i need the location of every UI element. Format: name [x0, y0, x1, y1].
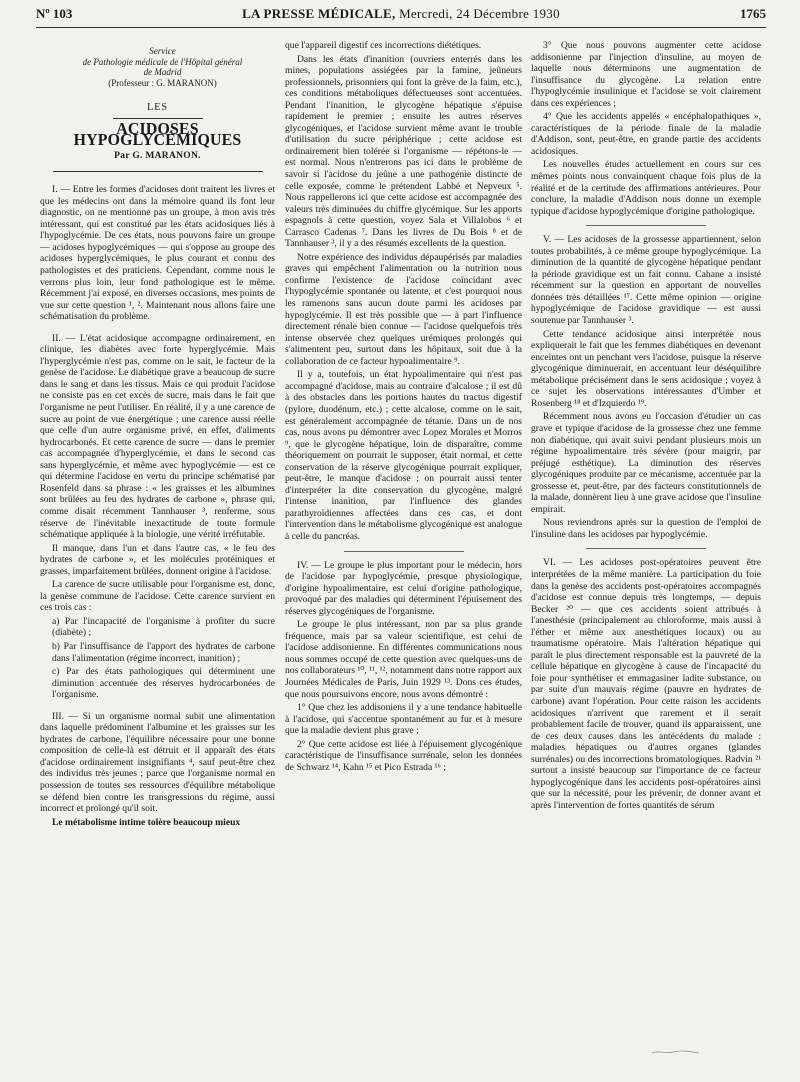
- list-item: a) Par l'incapacité de l'organisme à profiter du sucre (diabète) ;: [52, 615, 275, 639]
- professor-line: (Professeur : G. MARANON): [108, 77, 217, 88]
- column-3: [531, 40, 761, 813]
- page-number: 1765: [740, 6, 766, 21]
- paragraph: Il y a, toutefois, un état hypoalimentaire qui n'est pas accompagné d'acidose, mais au contraire d'alcalose ; il est dû à des obstacles dans les portions hautes du tractus digestif (pylore, duodénum, etc.) ; cette alcalose, comme on le sait, est généralement accompagnée de tétanie. Dans un de nos cas, nous avons pu démontrer avec Lopez Morales et Morros ⁹, que le glycogène hépatique, loin de disparaître, comme théoriquement on pourrait le supposer, était normal, et cette conservation de la réserve glycogénique pourrait expliquer, peut-être, le manque d'acidose ; on pourrait aussi tenter d'interpréter la dite conservation du glycogène, malgré l'intense inanition, par l'influence des glandes parathyroïdiennes affectées dans ces cas, et dont l'intervention dans le métabolisme glycogénique est analogue à celle du pancréas.: [285, 369, 522, 542]
- paragraph: Les nouvelles études actuellement en cours sur ces mêmes points nous convainquent chaque fois plus de la réalité et de la certitude des affirmations antérieures. Pour conclure, la maladie d'Addison nous donne un exemple typique d'acidose hypoglycémique d'origine pathologique.: [531, 159, 761, 217]
- paragraph: Cette tendance acidosique ainsi interprétée nous expliquerait le fait que les femmes diabétiques en devenant enceintes ont un penchant vers l'acidose, puisque la réserve glycogénique diminuerait, en accentuant leur déséquilibre métabolique précisément dans le sens acidosique ; voyez à ce sujet les observations intéressantes d'Umber et Rosenberg ¹⁸ et d'Izquierdo ¹⁹.: [531, 328, 761, 409]
- paragraph: II. — L'état acidosique accompagne ordinairement, en clinique, les diabètes avec forte hyperglycémie. Mais l'hyperglycémie n'est pas, comme on le sait, le facteur de la genèse de l'acidose. Le diabétique grave a beaucoup de sucre dans le sang et dans les tissus. Mais ce qui produit l'acidose ne consiste pas en cet excès de sucre, mais dans le fait que l'organisme ne peut l'utiliser. En réalité, il y a une carence de sucre au point de vue énergétique ; une carence aussi réelle que celle d'un autre organisme privé, en effet, d'aliments hydrocarbonés. Et cette carence de sucre — dans le premier cas accompagnée d'hyperglycémie, et dans le second cas sans hyperglycémie, et même avec hypoglycémie — est ce qui détermine l'acidose en vertu du principe schématisé par Rosenfeld dans sa phrase : « les graisses et les albumines sont brûlées au feu des hydrates de carbone », phrase qui, comme disait récemment Tannhauser ³, renferme, sous réserve de l'inévitable inexactitude de toute formule schématique appliquée à la biologie, une vérité irréfutable.: [40, 332, 275, 541]
- paragraph: La carence de sucre utilisable pour l'organisme est, donc, la genèse commune de l'acidose. Cette carence survient en ces trois cas :: [40, 579, 275, 614]
- paragraph: Notre expérience des individus dépaupérisés par maladies graves qui empêchent l'alimentation ou la nutrition nous confirme l'existence de l'acidose coïncidant avec l'hypoglycémie spontanée ou latente, et c'est pourquoi nous les ramenons sans aucun doute parmi les acidoses par hypoglycémie. Il est très possible que — à part l'influence directement rénale bien connue — l'acidose quelquefois très intense observée chez quelques urémiques prolongés qui s'alimentent peu, surtout dans les hôpitaux, soit due à la collaboration de ce facteur hypoalimentaire ⁹.: [285, 251, 522, 367]
- service-line-1: Service: [149, 46, 176, 56]
- paragraph: IV. — Le groupe le plus important pour le médecin, hors de l'acidose par hypoglycémie, presque physiologique, d'origine hypoalimentaire, est celui d'origine pathologique, provoqué par des maladies qui déterminent l'épuisement des réserves glycogéniques de l'organisme.: [285, 559, 522, 617]
- article-author: Par G. MARANON.: [114, 150, 201, 161]
- paragraph: III. — Si un organisme normal subit une alimentation dans laquelle prédominent l'albumine et les graisses sur les hydrates de carbone, l'équilibre nécessaire pour une bonne composition de celle-là est détruit et il apparaît des états d'acidose ordinairement insignifiants ⁴, sauf peut-être chez des individus très jeunes ; parce que l'organisme normal en possession de toutes ses ressources d'équilibre métabolique se défend bien contre les transgressions du régime, aussi incorrect et prolongé qu'il soit.: [40, 710, 275, 815]
- paragraph: I. — Entre les formes d'acidoses dont traitent les livres et que les médecins ont dans la mémoire quand ils font leur diagnostic, on ne mentionne pas un groupe, à mon avis très intéressant, qui est constitué par les états acidosiques liés à l'hypoglycémie. De ces états, nous pouvons faire un groupe — acidoses hypoglycémiques — qui s'oppose au groupe des acidoses hyperglycémiques, le plus courant et connu des pathologistes et des praticiens. Cependant, comme nous le verrons plus loin, leur fond pathologique est le même. Récemment j'ai exposé, en diverses occasions, mes points de vue sur cette question ¹, ². Maintenant nous allons faire une schématisation du problème.: [40, 184, 275, 323]
- paragraph: V. — Les acidoses de la grossesse appartiennent, selon toutes probabilités, à ce même groupe hypoglycémique. La diminution de la quantité de glycogène hépatique pendant la période gravidique est un fait connu. Cahane a insisté récemment sur la question en apportant de nouvelles données très détaillées ¹⁷. Cette même opinion — origine hypoglycémique de l'acidose gravidique — est aussi soutenue par Tannhauser ³.: [531, 234, 761, 327]
- page-header: [36, 6, 766, 28]
- list-item: c) Par des états pathologiques qui déterminent une diminution accentuée des réserves hydrocarbonées de l'organisme.: [52, 666, 275, 701]
- paragraph: 1° Que chez les addisoniens il y a une tendance habituelle à l'acidose, qui s'accentue spontanément au fur et à mesure que la maladie devient plus grave ;: [285, 702, 522, 737]
- running-title: [36, 6, 766, 22]
- paragraph: Le métabolisme intime tolère beaucoup mieux: [52, 816, 241, 828]
- article-title: ACIDOSES HYPOGLYCÉMIQUES: [73, 118, 242, 150]
- paragraph: Il manque, dans l'un et dans l'autre cas, « le feu des hydrates de carbone », et les molécules protéiniques et grasses, imparfaitement brûlées, donnent origine à l'acidose.: [40, 542, 275, 577]
- section-rule: [586, 225, 706, 226]
- service-line-3: de Madrid: [143, 67, 182, 77]
- column-2: [285, 40, 522, 775]
- journal-name: LA PRESSE MÉDICALE,: [242, 6, 396, 21]
- issue-date: Mercredi, 24 Décembre 1930: [399, 6, 560, 21]
- paragraph: Récemment nous avons eu l'occasion d'étudier un cas grave et typique d'acidose de la grossesse chez une femme non diabétique, qui avait suivi pendant plusieurs mois un régime hypoalimentaire très sévère (pour maigrir, par préjugé esthétique). La diminution des réserves glycogéniques produite par ce mécanisme, accentuée par la grossesse et, peut-être, par des facteurs constitutionnels de la malade, donnèrent lieu à une grave acidose que l'insuline empirait.: [531, 411, 761, 515]
- paragraph: 3° Que nous pouvons augmenter cette acidose addisonienne par l'injection d'insuline, au moyen de laquelle nous déterminons une augmentation de l'insuffisance du glycogène. La relation entre l'hypoglycémie insulinique et l'acidose se voit clairement dans ces expériences ;: [531, 40, 761, 109]
- paragraph: Nous reviendrons après sur la question de l'emploi de l'insuline dans les acidoses par hypoglycémie.: [531, 517, 761, 540]
- title-rule: [53, 171, 263, 172]
- column-1: [40, 40, 275, 830]
- article-kicker: LES: [147, 102, 168, 113]
- paragraph: Le groupe le plus intéressant, non par sa plus grande fréquence, mais par sa valeur scientifique, est celui de l'acidose addisonienne. En différentes communications nous nous sommes occupé de cette question avec quelques-uns de nos collaborateurs ¹⁰, ¹¹, ¹², notamment dans notre rapport aux Journées Médicales de Paris, Juin 1929 ¹³. Dons ces études, que nous poursuivons encore, nous avons démontré :: [285, 619, 522, 700]
- paragraph: 4° Que les accidents appelés « encéphalopathiques », caractéristiques de la période finale de la maladie d'Addison, sont, peut-être, en grande partie des accidents acidosiques.: [531, 111, 761, 157]
- list-item: b) Par l'insuffisance de l'apport des hydrates de carbone dans l'alimentation (régime incorrect, inanition) ;: [52, 640, 275, 664]
- paragraph: Dans les états d'inanition (ouvriers enterrés dans les mines, populations assiégées par la famine, jeûneurs professionnels, prisonniers qui font la grève de la faim, etc.), ces conditions métaboliques défectueuses sont accentuées. Pendant l'inanition, le glycogène hépatique s'épuise rapidement le premier ; ensuite les autres réserves glycogéniques, et l'acidose survient même avant le trouble d'utilisation du sucre périphérique ; cette acidose est ordinairement bien tolérée si l'organisme — répétons-le — est normal. Nous n'entrerons pas ici dans le problème de savoir si l'acidose du jeûne a une pathogénie distincte de celle exposée, comme le prétendent Labbé et Nepveux ⁵. Nous rappellerons ici que cette acidose est accompagnée des valeurs très diminuées du chiffre glycémique. Sur les apports espagnols à cette question, voyez Sala et Villalobos ⁶ et Carrasco Cadenas ⁷. Dans les livres de Du Bois ⁸ et de Tannhauser ³, il y a des résumés excellents de la question.: [285, 53, 522, 250]
- handwritten-mark: [651, 1049, 701, 1055]
- section-rule: [586, 548, 706, 549]
- service-heading: [50, 46, 275, 88]
- paragraph: que l'appareil digestif ces incorrections diététiques.: [285, 40, 482, 51]
- paragraph: VI. — Les acidoses post-opératoires peuvent être interprétées de la même manière. La participation du foie dans la genèse des accidents post-opératoires accompagnés d'acidose est connue depuis très longtemps, — depuis Becker ²⁰ — que ces accidents soient attribués à l'anesthésie (principalement au chloroforme, mais aussi à l'éther et même aux anesthétiques locaux) ou au traumatisme opératoire. Mais l'altération hépatique qui paraît le plus directement responsable est la pauvreté de la cellule hépatique en glycogène à cause de l'incapacité du foie pour synthétiser et emmagasiner ladite substance, ou par suite d'un mauvais régime (pauvre en hydrates de carbone) avant l'opération. Pour cette raison les accidents acidosiques n'arrivent que rarement et il serait probablement facile de trouver, quand ils apparaissent, une de ces deux causes dans les antécédents du malade : maladies hépatiques ou d'autres organes (glandes surrénales) ou des incorrections bromatologiques. Radvin ²¹ surtout a insisté beaucoup sur l'importance de ce facteur hypoglycogénique dans les accidents post-opératoires ainsi que sur la nécessité, pour les prévenir, de donner avant et après l'intervention de fortes quantités de sérum: [531, 557, 761, 811]
- service-line-2: de Pathologie médicale de l'Hôpital général: [82, 56, 243, 67]
- issue-number: Nº 103: [36, 6, 73, 21]
- header-rule: [36, 27, 766, 28]
- section-rule: [344, 551, 464, 552]
- paragraph: 2° Que cette acidose est liée à l'épuisement glycogénique caractéristique de l'insuffisance surrénale, selon les données de Schwarz ¹⁴, Kahn ¹⁵ et Pico Estrada ¹⁶ ;: [285, 738, 522, 773]
